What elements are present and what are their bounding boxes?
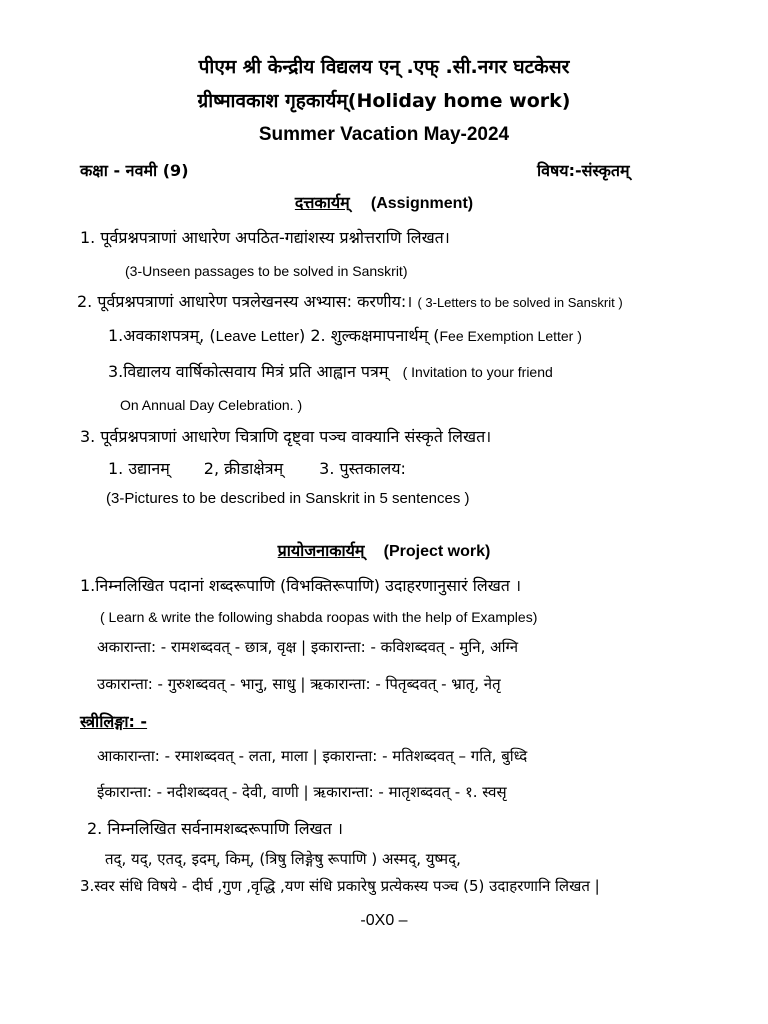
project-heading xyxy=(0,541,768,561)
letter-types xyxy=(108,326,582,346)
project-item-2: 2. निम्नलिखित सर्वनामशब्दरूपाणि लिखत । xyxy=(87,819,343,838)
project-item-3: 3.स्वर संधि विषये - दीर्घ ,गुण ,वृद्धि ,यण संधि प्रकारेषु प्रत्येकस्य पञ्च (5) उदाहरणानि लिखत | xyxy=(80,877,600,895)
letter-1-en: Leave Letter xyxy=(215,328,300,345)
assignment-heading-en: (Assignment) xyxy=(370,195,474,212)
homework-title: ग्रीष्मावकाश गृहकार्यम्(Holiday home work) xyxy=(197,90,571,112)
assignment-item-1: 1. पूर्वप्रश्नपत्राणां आधारेण अपठित-गद्यांशस्य प्रश्नोत्तराणि लिखत। xyxy=(80,228,450,247)
picture-3: 3. पुस्तकालय: xyxy=(319,459,406,478)
assignment-item-1-note: (3-Unseen passages to be solved in Sanskrit) xyxy=(125,263,408,279)
stree-linga-heading: स्त्रीलिङ्गा: - xyxy=(80,712,148,731)
assignment-item-2-text: 2. पूर्वप्रश्नपत्राणां आधारेण पत्रलेखनस्य अभ्यास: करणीय:। xyxy=(77,292,413,311)
assignment-item-3: 3. पूर्वप्रश्नपत्राणां आधारेण चित्राणि दृष्ट्वा पञ्च वाक्यानि संस्कृते लिखत। xyxy=(80,427,492,446)
picture-2: 2, क्रीडाक्षेत्रम् xyxy=(203,459,284,478)
letter-3 xyxy=(108,362,553,381)
picture-1: 1. उद्यानम् xyxy=(108,459,170,478)
project-heading-en: (Project work) xyxy=(383,543,491,560)
assignment-item-2 xyxy=(77,292,623,311)
letter-2-en: Fee Exemption Letter ) xyxy=(439,328,582,344)
picture-list xyxy=(108,459,406,478)
pronoun-list: तद्, यद्, एतद्, इदम्, किम्, (त्रिषु लिङ्गेषु रूपाणि ) अस्मद्, युष्मद्, xyxy=(105,850,461,868)
letter-3-en: ( Invitation to your friend xyxy=(402,364,553,380)
project-heading-sa: प्रायोजनाकार्यम् xyxy=(277,541,365,560)
assignment-item-3-note: (3-Pictures to be described in Sanskrit in 5 sentences ) xyxy=(106,490,470,507)
assignment-heading xyxy=(0,193,768,213)
project-item-1-note: ( Learn & write the following shabda roopas with the help of Examples) xyxy=(100,609,538,625)
assignment-heading-sa: दत्तकार्यम् xyxy=(294,193,350,212)
end-mark: -0X0 – xyxy=(360,912,408,929)
project-item-1: 1.निम्नलिखित पदानां शब्दरूपाणि (विभक्तिरूपाणि) उदाहरणानुसारं लिखत । xyxy=(80,576,522,595)
shabda-row-1: अकारान्ता: - रामशब्दवत् - छात्र, वृक्ष | इकारान्ता: - कविशब्दवत् - मुनि, अग्नि xyxy=(97,638,519,656)
vacation-title: Summer Vacation May-2024 xyxy=(258,124,510,145)
shabda-row-3: आकारान्ता: - रमाशब्दवत् - लता, माला | इकारान्ता: - मतिशब्दवत् – गति, बुध्दि xyxy=(97,747,528,765)
class-label: कक्षा - नवमी (9) xyxy=(80,161,189,180)
shabda-row-4: ईकारान्ता: - नदीशब्दवत् - देवी, वाणी | ऋकारान्ता: - मातृशब्दवत् - १. स्वसृ xyxy=(97,783,507,801)
letter-3-sa: 3.विद्यालय वार्षिकोत्सवाय मित्रं प्रति आह्वान पत्रम् xyxy=(108,362,389,381)
letter-3-en-cont: On Annual Day Celebration. ) xyxy=(120,397,303,413)
shabda-row-2: उकारान्ता: - गुरुशब्दवत् - भानु, साधु | ऋकारान्ता: - पितृब्दवत् - भ्रातृ, नेतृ xyxy=(97,675,501,693)
school-name: पीएम श्री केन्द्रीय विद्यलय एन् .एफ् .सी.नगर घटकेसर xyxy=(198,56,570,78)
assignment-item-2-note: ( 3-Letters to be solved in Sanskrit ) xyxy=(417,295,623,310)
subject-label: विषय:-संस्कृतम् xyxy=(537,161,630,180)
letter-1-sa: 1.अवकाशपत्रम्, ( xyxy=(108,326,216,345)
letter-2-sa: ) 2. शुल्कक्षमापनार्थम् ( xyxy=(299,326,440,345)
